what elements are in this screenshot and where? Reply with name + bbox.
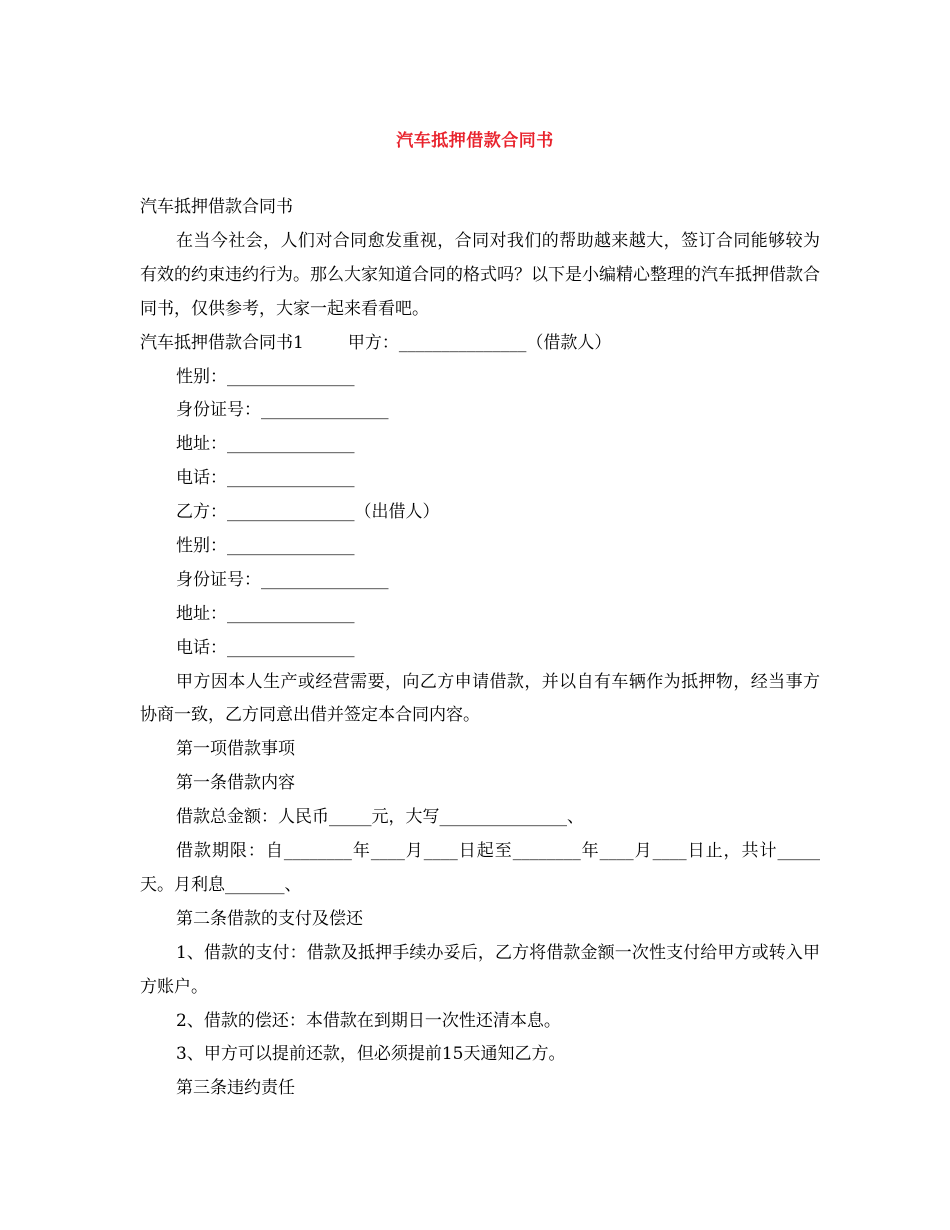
party-a-field: 甲方：_______________（借款人） [347, 332, 612, 353]
article-3-heading: 第三条违约责任 [176, 1078, 295, 1099]
party-b-field: 乙方：_______________（出借人） [176, 502, 440, 523]
early-repayment-clause: 3、甲方可以提前还款，但必须提前15天通知乙方。 [176, 1044, 566, 1065]
total-amount-field: 借款总金额：人民币_____元，大写_______________、 [176, 807, 584, 828]
party-b-phone: 电话：_______________ [176, 637, 355, 658]
document-title: 汽车抵押借款合同书 [396, 131, 554, 151]
article-2-heading: 第二条借款的支付及偿还 [176, 908, 363, 929]
party-b-address: 地址：_______________ [176, 603, 355, 624]
repayment-clause: 2、借款的偿还：本借款在到期日一次性还清本息。 [176, 1010, 561, 1031]
article-1-heading: 第一条借款内容 [176, 773, 295, 794]
document-body [140, 191, 820, 1106]
party-b-gender: 性别：_______________ [176, 535, 355, 556]
party-a-id: 身份证号：_______________ [176, 400, 389, 421]
party-a-gender: 性别：_______________ [176, 366, 355, 387]
term-field: 借款期限：自________年____月____日起至________年____月____日止，共计_____天。月利息_______、 [140, 841, 820, 895]
party-b-id: 身份证号：_______________ [176, 569, 389, 590]
payment-clause: 1、借款的支付：借款及抵押手续办妥后，乙方将借款金额一次性支付给甲方或转入甲方账户。 [140, 942, 820, 997]
item-heading: 第一项借款事项 [176, 739, 295, 760]
intro-paragraph: 在当今社会，人们对合同愈发重视，合同对我们的帮助越来越大，签订合同能够较为有效的约束违约行为。那么大家知道合同的格式吗？以下是小编精心整理的汽车抵押借款合同书，仅供参考，大家一起来看看吧。 [140, 230, 820, 319]
subtitle: 汽车抵押借款合同书 [140, 197, 293, 217]
party-a-phone: 电话：_______________ [176, 468, 355, 489]
contract-heading: 汽车抵押借款合同书1 [140, 332, 304, 353]
contract-heading-line [140, 327, 820, 361]
purpose-paragraph: 甲方因本人生产或经营需要，向乙方申请借款，并以自有车辆作为抵押物，经当事方协商一致，乙方同意出借并签定本合同内容。 [140, 671, 820, 726]
party-a-address: 地址：_______________ [176, 434, 355, 455]
